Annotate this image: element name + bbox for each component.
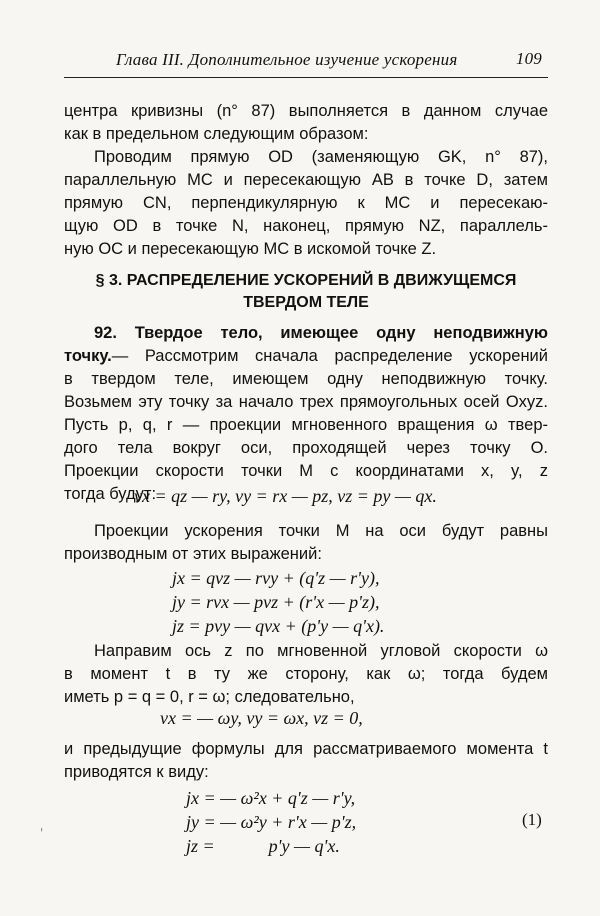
text-line: и предыдущие формулы для рассматриваемого момента t xyxy=(64,740,548,758)
velocity-equation: vx = qz — ry, vy = rx — pz, vz = py — qx. xyxy=(134,486,437,506)
paragraph-continuation xyxy=(64,100,548,146)
equation-line: jz = pvy — qvx + (p'y — q'x). xyxy=(172,616,385,636)
margin-mark: ' xyxy=(40,826,44,840)
paragraph-axis xyxy=(64,640,548,709)
section-heading-line1: § 3. РАСПРЕДЕЛЕНИЕ УСКОРЕНИЙ В ДВИЖУЩЕМСЯ xyxy=(95,272,517,289)
text-line: ную OC и пересекающую MC в искомой точке Z. xyxy=(64,240,437,258)
paragraph-reduce xyxy=(64,738,548,784)
text-line: Возьмем эту точку за начало трех прямоугольных осей Oxyz. xyxy=(64,393,548,411)
text-line: щую OD в точке N, наконец, прямую NZ, параллель- xyxy=(64,217,548,235)
equation-line: jx = — ω²x + q'z — r'y, xyxy=(186,788,356,808)
section-heading xyxy=(64,270,548,314)
text-line: иметь p = q = 0, r = ω; следовательно, xyxy=(64,688,355,706)
text-line: приводятся к виду: xyxy=(64,763,209,781)
text-line: тогда будут: xyxy=(64,485,157,503)
text-line: как в предельном следующим образом: xyxy=(64,125,369,143)
paragraph-92 xyxy=(64,322,548,506)
text-line: Проекции ускорения точки M на оси будут равны xyxy=(94,522,548,540)
text-line: прямую CN, перпендикулярную к MC и пересекаю- xyxy=(64,194,548,212)
text-line: параллельную MC и пересекающую AB в точке D, затем xyxy=(64,171,548,189)
final-equations xyxy=(186,786,356,858)
acceleration-equations xyxy=(172,566,384,638)
article-heading-end: точку. xyxy=(64,347,112,365)
text-line: Направим ось z по мгновенной угловой скорости ω xyxy=(94,642,548,660)
running-header xyxy=(116,50,548,70)
text-line: в твердом теле, имеющем одну неподвижную точку. xyxy=(64,370,548,388)
text-line: в момент t в ту же сторону, как ω; тогда будем xyxy=(64,665,548,683)
equation-line: jx = qvz — rvy + (q'z — r'y), xyxy=(172,568,380,588)
equation-line: jz = p'y — q'x. xyxy=(186,836,340,856)
equation-line: jy = — ω²y + r'x — p'z, xyxy=(186,812,357,832)
article-heading: 92. Твердое тело, имеющее одну неподвижную xyxy=(94,324,548,342)
paragraph-acceleration xyxy=(64,520,548,566)
text-line: центра кривизны (n° 87) выполняется в данном случае xyxy=(64,102,548,120)
header-rule xyxy=(64,77,548,78)
page-number: 109 xyxy=(515,49,542,68)
text-fragment: — Рассмотрим сначала распределение ускорений xyxy=(111,347,548,365)
equation-number: (1) xyxy=(522,810,542,829)
paragraph-construction xyxy=(64,146,548,261)
section-heading-line2: ТВЕРДОМ ТЕЛЕ xyxy=(243,294,369,311)
text-line xyxy=(64,345,548,368)
equation-line: jy = rvx — pvz + (r'x — p'z), xyxy=(172,592,380,612)
text-line: дого тела вокруг оси, проходящей через точку O. xyxy=(64,439,548,457)
text-line: Пусть p, q, r — проекции мгновенного вращения ω твер- xyxy=(64,416,548,434)
running-title: Глава III. Дополнительное изучение ускорения xyxy=(116,50,458,69)
special-velocity-equation: vx = — ωy, vy = ωx, vz = 0, xyxy=(160,708,363,728)
text-line: Проекции скорости точки M с координатами x, y, z xyxy=(64,462,548,480)
text-line: Проводим прямую OD (заменяющую GK, n° 87), xyxy=(94,148,548,166)
text-line: производным от этих выражений: xyxy=(64,545,322,563)
